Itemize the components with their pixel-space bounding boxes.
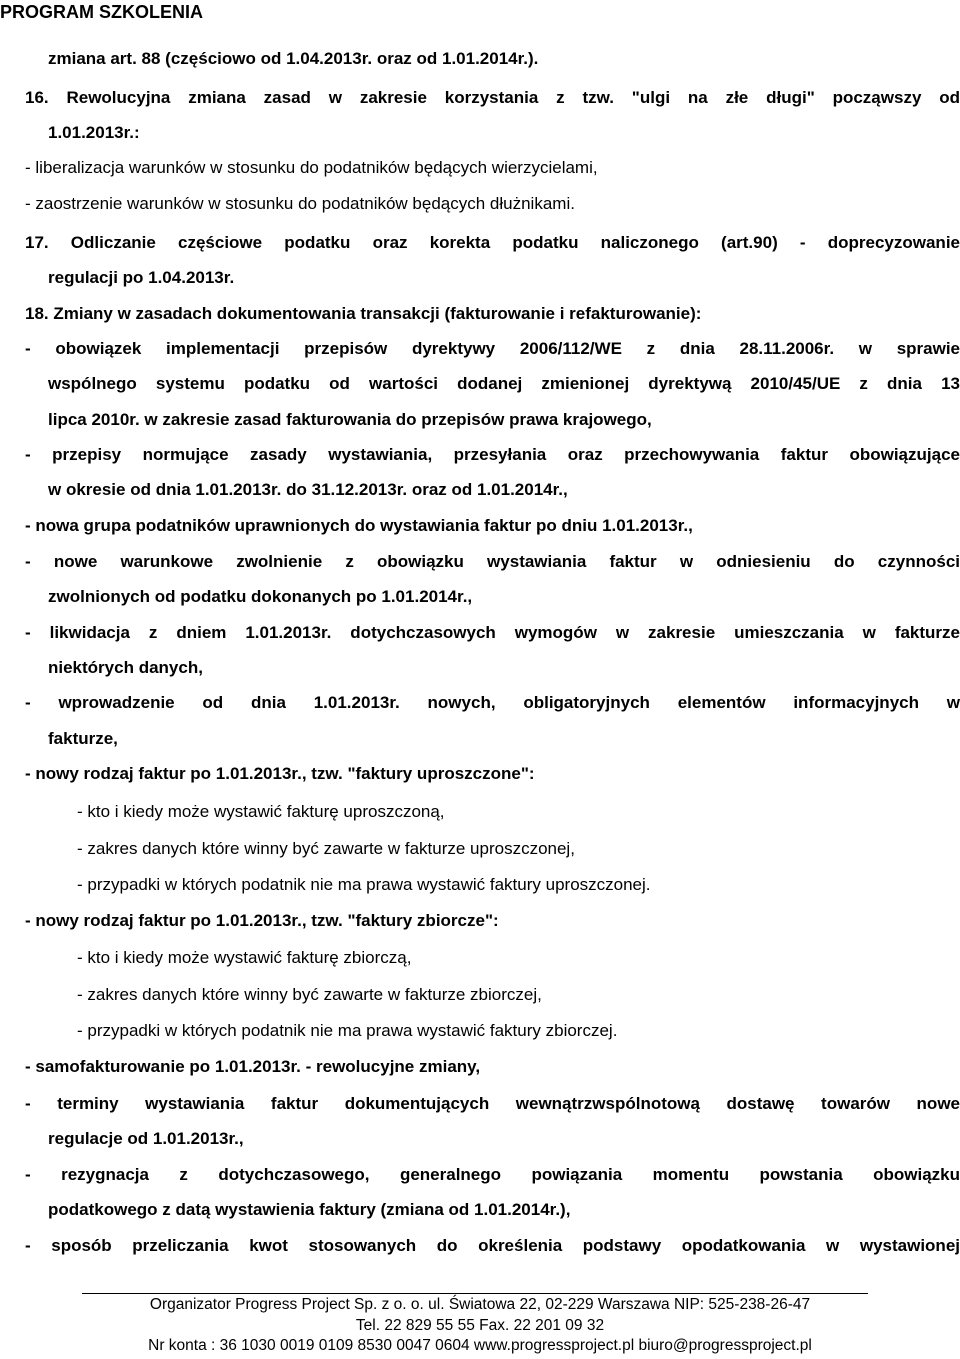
text-line: - rezygnacja z dotychczasowego, generalnego powiązania momentu powstania obowiązku — [25, 1165, 960, 1184]
footer-divider — [82, 1293, 868, 1294]
text-line: zmiana art. 88 (częściowo od 1.04.2013r. oraz od 1.01.2014r.). — [48, 49, 539, 68]
text-line: - przypadki w których podatnik nie ma prawa wystawić faktury zbiorczej. — [77, 1021, 618, 1040]
text-line: niektórych danych, — [48, 658, 203, 677]
text-line: lipca 2010r. w zakresie zasad fakturowania do przepisów prawa krajowego, — [48, 410, 652, 429]
text-line: 1.01.2013r.: — [48, 123, 140, 142]
text-line: - nowe warunkowe zwolnienie z obowiązku wystawiania faktur w odniesieniu do czynności — [25, 552, 960, 571]
text-line: - kto i kiedy może wystawić fakturę uproszczoną, — [77, 802, 445, 821]
text-line: regulacji po 1.04.2013r. — [48, 268, 235, 287]
text-line: - likwidacja z dniem 1.01.2013r. dotychczasowych wymogów w zakresie umieszczania w fakturze — [25, 623, 960, 642]
text-line: zwolnionych od podatku dokonanych po 1.01.2014r., — [48, 587, 473, 606]
text-line: 16. Rewolucyjna zmiana zasad w zakresie korzystania z tzw. "ulgi na złe długi" począwszy od — [25, 88, 960, 107]
text-line: 18. Zmiany w zasadach dokumentowania transakcji (fakturowanie i refakturowanie): — [25, 304, 702, 323]
text-line: podatkowego z datą wystawienia faktury (zmiana od 1.01.2014r.), — [48, 1200, 571, 1219]
text-line: regulacje od 1.01.2013r., — [48, 1129, 244, 1148]
text-line: - nowy rodzaj faktur po 1.01.2013r., tzw. "faktury zbiorcze": — [25, 911, 499, 930]
footer-contact: Tel. 22 829 55 55 Fax. 22 201 09 32 — [355, 1317, 605, 1334]
text-line: w okresie od dnia 1.01.2013r. do 31.12.2013r. oraz od 1.01.2014r., — [48, 480, 568, 499]
page-header — [0, 0, 960, 30]
text-line: fakturze, — [48, 729, 118, 748]
text-line: - wprowadzenie od dnia 1.01.2013r. nowych, obligatoryjnych elementów informacyjnych w — [25, 693, 960, 712]
text-line: - terminy wystawiania faktur dokumentujących wewnątrzwspólnotową dostawę towarów nowe — [25, 1094, 960, 1113]
text-line: 17. Odliczanie częściowe podatku oraz korekta podatku naliczonego (art.90) - doprecyzowanie — [25, 233, 960, 252]
footer-account: Nr konta : 36 1030 0019 0109 8530 0047 0604 www.progressproject.pl biuro@progressproject.pl — [148, 1337, 812, 1354]
text-line: - zakres danych które winny być zawarte w fakturze uproszczonej, — [77, 839, 575, 858]
page-title: PROGRAM SZKOLENIA — [0, 2, 204, 22]
text-line: - sposób przeliczania kwot stosowanych do określenia podstawy opodatkowania w wystawionej — [25, 1236, 960, 1255]
text-line: - nowa grupa podatników uprawnionych do wystawiania faktur po dniu 1.01.2013r., — [25, 516, 693, 535]
text-line: - kto i kiedy może wystawić fakturę zbiorczą, — [77, 948, 412, 967]
text-line: - zakres danych które winny być zawarte w fakturze zbiorczej, — [77, 985, 542, 1004]
text-line: - nowy rodzaj faktur po 1.01.2013r., tzw. "faktury uproszczone": — [25, 764, 535, 783]
text-line: - obowiązek implementacji przepisów dyrektywy 2006/112/WE z dnia 28.11.2006r. w sprawie — [25, 339, 960, 358]
text-line: - liberalizacja warunków w stosunku do podatników będących wierzycielami, — [25, 158, 598, 177]
text-line: - przepisy normujące zasady wystawiania, przesyłania oraz przechowywania faktur obowiązujące — [25, 445, 960, 464]
text-line: - samofakturowanie po 1.01.2013r. - rewolucyjne zmiany, — [25, 1057, 481, 1076]
text-line: wspólnego systemu podatku od wartości dodanej zmienionej dyrektywą 2010/45/UE z dnia 13 — [48, 374, 960, 393]
text-line: - przypadki w których podatnik nie ma prawa wystawić faktury uproszczonej. — [77, 875, 651, 894]
footer-organizer: Organizator Progress Project Sp. z o. o. ul. Światowa 22, 02-229 Warszawa NIP: 525-238-26-47 — [149, 1296, 811, 1313]
text-line: - zaostrzenie warunków w stosunku do podatników będących dłużnikami. — [25, 194, 575, 213]
